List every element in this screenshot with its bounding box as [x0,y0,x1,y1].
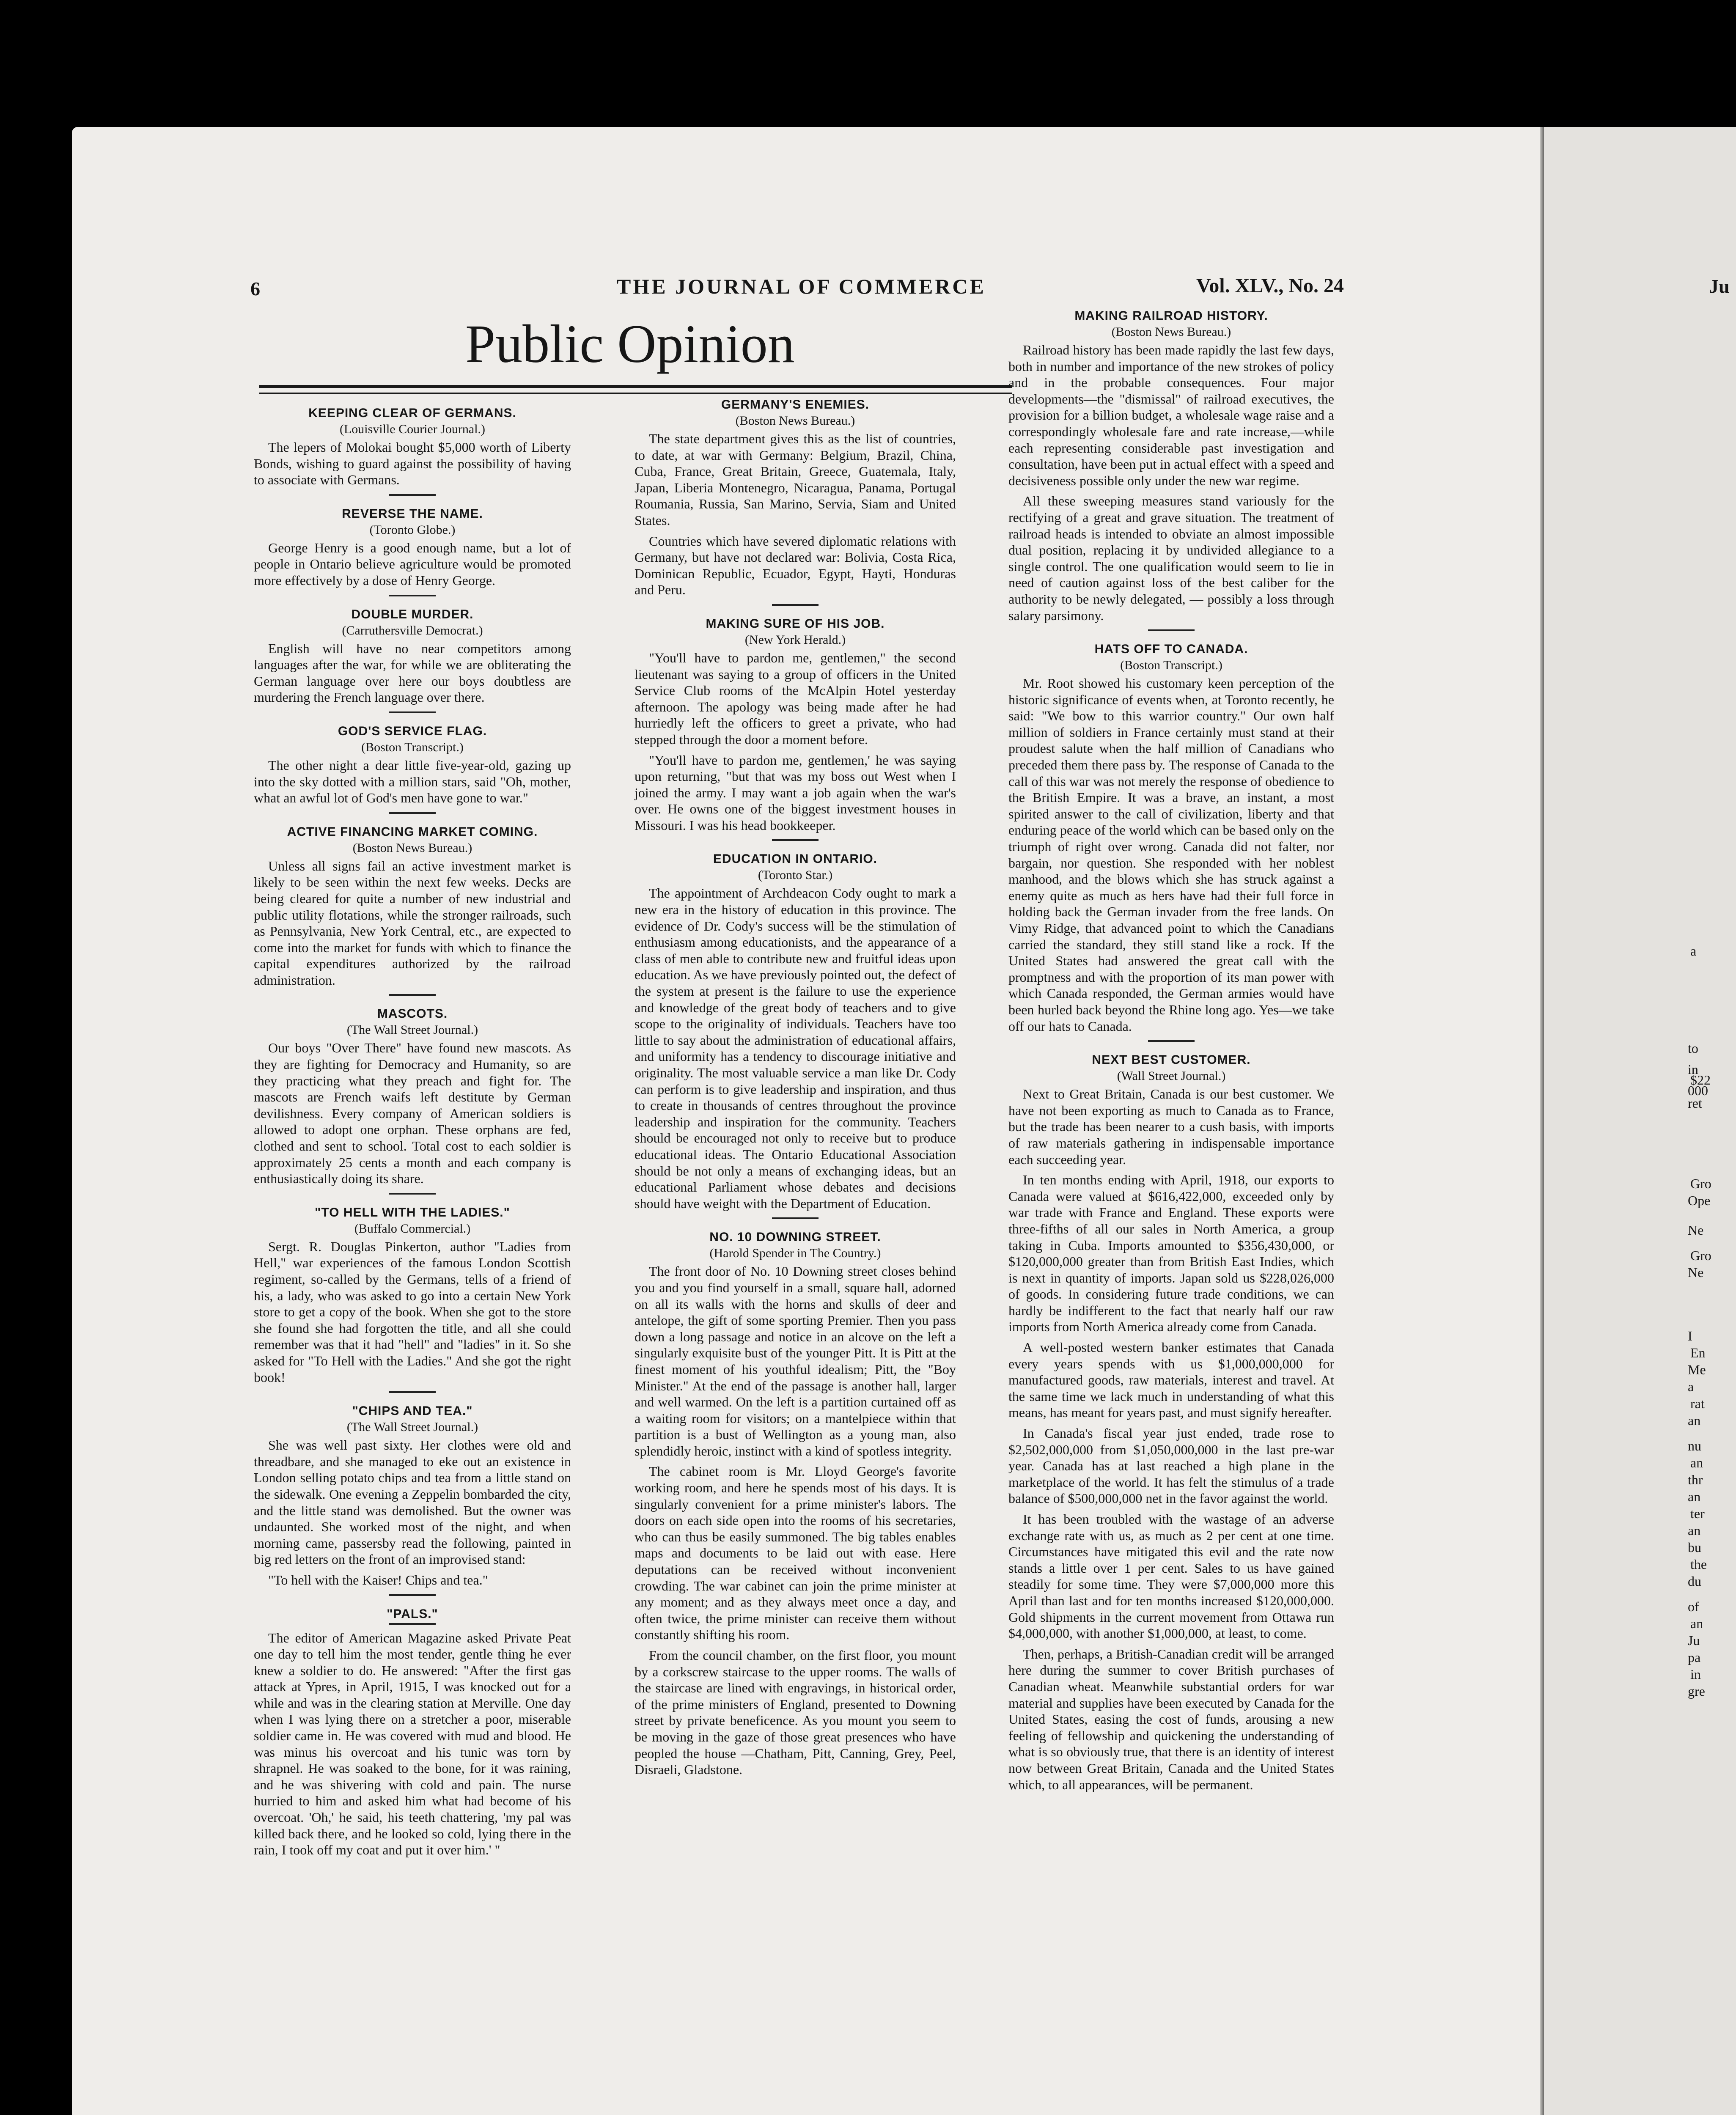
article-source: (Boston News Bureau.) [352,841,472,855]
article-separator [389,1594,436,1596]
article-headline: "CHIPS AND TEA." [352,1404,473,1418]
article [1008,642,1334,1042]
article-paragraph: Our boys "Over There" have found new mascots. As they are fighting for Democracy and Humanity, so are they practicing what they preach and fight for. The mascots are French waifs left destitute by German devilishness. Every company of American soldiers is allowed to adopt one orphan. These orphans are fed, clothed and sent to school. Total cost to each soldier is approximately 25 cents a month and each company is enthusiastically doing its share. [254,1040,571,1187]
article-paragraph: Sergt. R. Douglas Pinkerton, author "Ladies from Hell," war experiences of the famous London Scottish regiment, so-called by the Germans, tells of a friend of his, a lady, who was asked to go into a certain New York store to get a copy of the book. When she got to the store she found she had forgotten the title, and all she could remember was that it had "hell" and "ladies" in it. So she asked for "To Hell with the Ladies." And she got the right book! [254,1239,571,1385]
article [254,1607,571,1858]
title-rule-thin [259,393,1012,394]
volume-number: Vol. XLV., No. 24 [1196,275,1344,297]
article-paragraph: The appointment of Archdeacon Cody ought to mark a new era in the history of education in this province. The evidence of Dr. Cody's success will be the stimulation of enthusiasm among educationists, and the appearance of a class of men able to contribute new and fruitful ideas upon education. As we have previously pointed out, the defect of the system at present is the failure to use the experience and knowledge of the great body of teachers and to give scope to the originality of individuals. Teachers have too little to say about the administration of educational affairs, and uniformity has a tendency to discourage initiative and originality. The most valuable service a man like Dr. Cody can perform is to give leadership and inspiration, and thus to create in thousands of centres throughout the province leadership and inspiration for the community. Teachers should be encouraged not only to receive but to produce educational ideas. The Ontario Educational Association should be not only a means of exchanging ideas, but an educational Parliament whose debates and decisions should have weight with the Department of Education. [635,885,956,1211]
adjacent-page-fragment: to [1688,1041,1698,1056]
column-3 [1008,309,1334,1797]
adjacent-page-fragment: the [1690,1557,1707,1572]
article-separator [389,994,436,996]
article [1008,309,1334,631]
article-headline: DOUBLE MURDER. [351,607,474,621]
article [635,617,956,841]
adjacent-page-fragment: an [1688,1489,1701,1504]
article-headline: GERMANY'S ENEMIES. [721,398,870,412]
article-headline: MASCOTS. [377,1007,448,1021]
article-paragraph: George Henry is a good enough name, but a lot of people in Ontario believe agriculture would be promoted more effectively by a dose of Henry George. [254,540,571,588]
adjacent-page-fragment: a [1690,943,1697,959]
article-headline: EDUCATION IN ONTARIO. [713,852,878,866]
article-headline: MAKING RAILROAD HISTORY. [1074,309,1268,323]
article-source: (The Wall Street Journal.) [346,1023,478,1037]
article-headline: GOD'S SERVICE FLAG. [338,724,487,738]
adjacent-page-fragment: I [1688,1328,1692,1343]
adjacent-page-fragment: En [1690,1345,1706,1360]
adjacent-page-fragment: an [1688,1413,1701,1428]
article-separator [389,812,436,814]
article-source: (Buffalo Commercial.) [354,1221,471,1236]
adjacent-page-fragment: du [1688,1574,1701,1589]
article-paragraph: All these sweeping measures stand variously for the rectifying of a great and grave situation. The treatment of railroad heads is intended to obviate an almost impossible dual position, replacing it by undivided allegiance to a single control. The one qualification would seem to lie in need of caution against loss of the best caliber for the authority to be newly delegated, — possibly a loss through salary parsimony. [1008,493,1334,623]
article [254,507,571,596]
article-source: (Wall Street Journal.) [1117,1069,1226,1083]
article-paragraph: Countries which have severed diplomatic relations with Germany, but have not declared war: Bolivia, Costa Rica, Dominican Republic, Ecuador, Egypt, Hayti, Honduras and Peru. [635,533,956,598]
page-number: 6 [250,278,260,299]
article-separator [389,1391,436,1393]
article-headline: ACTIVE FINANCING MARKET COMING. [287,824,538,839]
article-separator [1148,1040,1195,1042]
article-source: (Boston News Bureau.) [1111,325,1231,339]
adjacent-page-fragment: 000 [1688,1083,1708,1098]
article-separator [389,595,436,596]
article-headline: MAKING SURE OF HIS JOB. [706,616,885,631]
article-source: (Louisville Courier Journal.) [339,422,486,436]
article-paragraph: A well-posted western banker estimates that Canada every years spends with us $1,000,000,000 for manufactured goods, raw materials, interest and travel. At the same time we lack much in understanding of what this means, has meant for years past, and must signify hereafter. [1008,1340,1334,1420]
article-paragraph: From the council chamber, on the first floor, you mount by a corkscrew staircase to the upper rooms. The walls of the staircase are lined with engravings, in historical order, of the prime ministers of England, presented to Downing street by private beneficence. As you mount you seem to be moving in the gaze of those great presences who have peopled the house —Chatham, Pitt, Canning, Grey, Peel, Disraeli, Gladstone. [635,1648,956,1777]
adjacent-page-fragment: bu [1688,1540,1701,1555]
article-paragraph: In Canada's fiscal year just ended, trade rose to $2,502,000,000 from $1,050,000,000 in the last pre-war year. Canada has at last reached a high plane in the marketplace of the world. It has felt the stimulus of a trade balance of $500,000,000 net in the favor against the world. [1008,1426,1334,1506]
article-paragraph: The editor of American Magazine asked Private Peat one day to tell him the most tender, gentle thing he ever knew a soldier to do. He answered: "After the first gas attack at Ypres, in April, 1915, I was knocked out for a while and was in the clearing station at Merville. One day when I was lying there on a stretcher a poor, miserable soldier came in. He was covered with mud and blood. He was minus his overcoat and his tunic was torn by shrapnel. He was soaked to the bone, for it was raining, and he was shivering with cold and pain. The nurse hurried to him and asked him what had become of his overcoat. 'Oh,' he said, his teeth chattering, 'my pal was killed back there, and he looked so cold, lying there in the rain, I took off my coat and put it over him.' " [254,1630,571,1858]
adjacent-page-fragment: an [1690,1616,1703,1631]
article-paragraph: The cabinet room is Mr. Lloyd George's favorite working room, and here he spends most of his days. It is singularly convenient for a prime minister's labors. The doors on each side open into the rooms of his secretaries, who can thus be easily summoned. The big tables enables maps and documents to be laid out with ease. Here deputations can be received without inconvenient crowding. The war cabinet can join the prime minister at any moment; and as they always meet once a day, and often twice, the prime minister can receive them without constantly shifting his room. [635,1464,956,1643]
adjacent-page-fragment: rat [1690,1396,1705,1411]
adjacent-page-fragment: pa [1688,1650,1701,1665]
article-source: (The Wall Street Journal.) [346,1420,478,1434]
article-paragraph: In ten months ending with April, 1918, our exports to Canada were valued at $616,422,000, exceeded only by war trade with France and England. These exports were three-fifths of all our sales in North America, a group taking in Cuba. Imports amounted to $356,430,000, or $120,000,000 greater than from British East Indies, which is next in quantity of imports. Japan sold us $228,026,000 of goods. In considering future trade conditions, we can hardly be indifferent to the fact that nearly half our raw imports from North America already come from Canada. [1008,1172,1334,1335]
article [254,825,571,996]
article-headline: NEXT BEST CUSTOMER. [1092,1053,1251,1067]
article-separator [1148,629,1195,631]
masthead: THE JOURNAL OF COMMERCE [617,275,986,298]
article-headline: NO. 10 DOWNING STREET. [709,1230,881,1244]
adjacent-page-fragment: Ju [1688,1633,1700,1648]
adjacent-page-fragment: Ne [1688,1222,1704,1238]
article [635,398,956,606]
article-source: (Harold Spender in The Country.) [709,1246,881,1261]
article-separator [772,839,819,841]
article-headline: HATS OFF TO CANADA. [1094,642,1248,656]
article-paragraph: It has been troubled with the wastage of an adverse exchange rate with us, as much as 2 per cent at one time. Circumstances have mitigated this evil and the rate now stands a little over 1 per cent. Sales to us have gained steadily for some time. They were $7,000,000 more this April than last and for ten months increased $120,000,000. Gold shipments in the current movement from Ottawa run $4,000,000, with another $1,000,000, at least, to come. [1008,1511,1334,1641]
column-2 [635,398,956,1782]
article-source: (Boston News Bureau.) [735,414,855,428]
article [254,607,571,713]
article-paragraph: The front door of No. 10 Downing street closes behind you and you find yourself in a small, square hall, adorned on all its walls with the horns and skulls of deer and antelope, the gift of some sporting Premier. Then you pass down a long passage and notice in an alcove on the left a singularly exquisite bust of the younger Pitt. It is Pitt at the finest moment of his youthful idealism; Pitt, the "Boy Minister." At the end of the passage is another hall, larger and well warmed. On the left is a partition curtained off as a waiting room for visitors; on a mantelpiece within that partition is a bust of Wellington as a young man, also splendidly heroic, instinct with a kind of spotless integrity. [635,1264,956,1459]
article-paragraph: Railroad history has been made rapidly the last few days, both in number and importance of the new strokes of policy and in the probable consequences. Four major developments—the "dismissal" of railroad executives, the provision for a billion budget, a wholesale wage raise and a correspondingly wholesale fare and rate increase,—while each representing considerable past investigation and consultation, have been put in actual effect with a speed and decisiveness possible only under the new war regime. [1008,342,1334,488]
article-paragraph: The state department gives this as the list of countries, to date, at war with Germany: Belgium, Brazil, China, Cuba, France, Great Britain, Greece, Guatemala, Italy, Japan, Liberia Montenegro, Nicaragua, Panama, Portugal Roumania, Russia, San Marino, Servia, Siam and United States. [635,431,956,528]
next-page-header-fragment: Ju [1709,275,1730,297]
article-source: (Toronto Globe.) [369,522,456,537]
adjacent-page-fragment: a [1688,1379,1694,1394]
headline-rule [389,1623,436,1625]
adjacent-page-fragment: Ne [1688,1265,1704,1280]
article-separator [772,1217,819,1219]
article-headline: KEEPING CLEAR OF GERMANS. [308,406,516,420]
article-paragraph: "You'll have to pardon me, gentlemen," the second lieutenant was saying to a group of officers in the United Service Club rooms of the McAlpin Hotel yesterday afternoon. The apology was being made after he had hurriedly left the officers to greet a private, who had stepped through the door a moment before. [635,650,956,747]
adjacent-page-fragment: Ope [1688,1193,1711,1208]
adjacent-page-fragment: nu [1688,1438,1701,1453]
adjacent-page-fragment: ter [1690,1506,1705,1521]
article-separator [389,1193,436,1195]
article-paragraph: The lepers of Molokai bought $5,000 worth of Liberty Bonds, wishing to guard against the possibility of having to associate with Germans. [254,439,571,488]
adjacent-page-fragment: of [1688,1599,1699,1614]
adjacent-page-fragment: an [1688,1523,1701,1538]
article-separator [772,604,819,606]
article-paragraph: Mr. Root showed his customary keen perception of the historic significance of events when, at Toronto recently, he said: "We bow to this warrior country." Our own half million of soldiers in France certainly must stand at their proudest salute when the half million of Canadians who preceded them there pass by. The response of Canada to the call of this war was not merely the response of obedience to the British Empire. It was a brave, an instant, a most spirited answer to the call of civilization, liberty and that enduring peace of the world which can be based only on the triumph of right over wrong. Canada did not falter, nor bargain, nor question. She responded with her noblest manhood, and the blows which she has struck against a enemy quite as much as hers have had their full force in holding back the German invader from the free lands. On Vimy Ridge, that advanced point to which the Canadians carried the standard, they still stand like a rock. If the United States had answered the great call with the promptness and with the proportion of its man power with which Canada responded, the German armies would have been hurled back beyond the Rhine long ago. Yes—we take off our hats to Canada. [1008,676,1334,1034]
article-source: (Toronto Star.) [758,868,833,882]
article [254,1206,571,1393]
article [635,852,956,1219]
adjacent-page-fragment: $22 [1690,1072,1711,1088]
article-separator [389,494,436,496]
article-paragraph: Then, perhaps, a British-Canadian credit will be arranged here during the summer to cover British purchases of Canadian wheat. Meanwhile substantial orders for war material and supplies have been executed by Canada for the United States, easing the cost of funds, arousing a new feeling of fellowship and quickening the understanding of what is so obviously true, that there is an identity of interest now between Great Britain, Canada and the United States which, to all appearances, will be permanent. [1008,1646,1334,1792]
article [635,1230,956,1777]
adjacent-page-fragment: Me [1688,1362,1706,1377]
title-rule [259,385,1012,388]
adjacent-page-edge [1544,127,1736,2115]
article [254,1404,571,1596]
article [254,406,571,496]
article-source: (Boston Transcript.) [1120,658,1222,673]
article-headline: "TO HELL WITH THE LADIES." [315,1205,510,1220]
article-paragraph: She was well past sixty. Her clothes were old and threadbare, and she managed to eke out an existence in London selling potato chips and tea from a little stand on the sidewalk. One evening a Zeppelin bombarded the city, and the little stand was demolished. But the owner was undaunted. She worked most of the night, and when morning came, passersby read the following, painted in big red letters on the front of an improvised stand: [254,1437,571,1567]
article-paragraph: "You'll have to pardon me, gentlemen,' he was saying upon returning, "but that was my boss out West when I joined the army. I may want a job again when the war's over. He owns one of the biggest investment houses in Missouri. I was his head bookkeeper. [635,752,956,833]
article-paragraph: Unless all signs fail an active investment market is likely to be seen within the next few weeks. Decks are being cleared for quite a number of new industrial and public utility flotations, while the stronger railroads, such as Pennsylvania, New York Central, etc., are expected to come into the market for funds with which to finance the capital expenditures authorized by the railroad administration. [254,858,571,988]
adjacent-page-fragment: in [1690,1667,1701,1682]
article [1008,1053,1334,1793]
article-headline: REVERSE THE NAME. [342,506,483,521]
article-source: (Boston Transcript.) [361,740,464,754]
adjacent-page-fragment: Gro [1690,1176,1711,1191]
adjacent-page-fragment: ret [1688,1096,1702,1111]
article [254,1007,571,1194]
article-headline: "PALS." [387,1607,438,1621]
article [254,724,571,814]
article-paragraph: English will have no near competitors among languages after the war, for while we are obliterating the German language over here our boys doubtless are murdering the French language over there. [254,640,571,705]
article-paragraph: Next to Great Britain, Canada is our best customer. We have not been exporting as much to Canada as to France, but the trade has been nearer to a cush basis, with imports of raw materials gathering in indispensable importance each succeeding year. [1008,1086,1334,1167]
article-paragraph: "To hell with the Kaiser! Chips and tea." [268,1572,488,1588]
adjacent-page-fragment: an [1690,1455,1703,1470]
page-title: Public Opinion [465,314,795,374]
adjacent-page-fragment: in [1688,1062,1698,1077]
adjacent-page-fragment: thr [1688,1472,1703,1487]
column-1 [254,406,571,1862]
article-source: (New York Herald.) [744,632,846,647]
article-paragraph: The other night a dear little five-year-old, gazing up into the sky dotted with a million stars, said "Oh, mother, what an awful lot of God's men have gone to war." [254,757,571,806]
article-separator [389,711,436,713]
article-source: (Carruthersville Democrat.) [342,623,483,637]
adjacent-page-fragment: gre [1688,1684,1705,1699]
adjacent-page-fragment: Gro [1690,1248,1711,1263]
